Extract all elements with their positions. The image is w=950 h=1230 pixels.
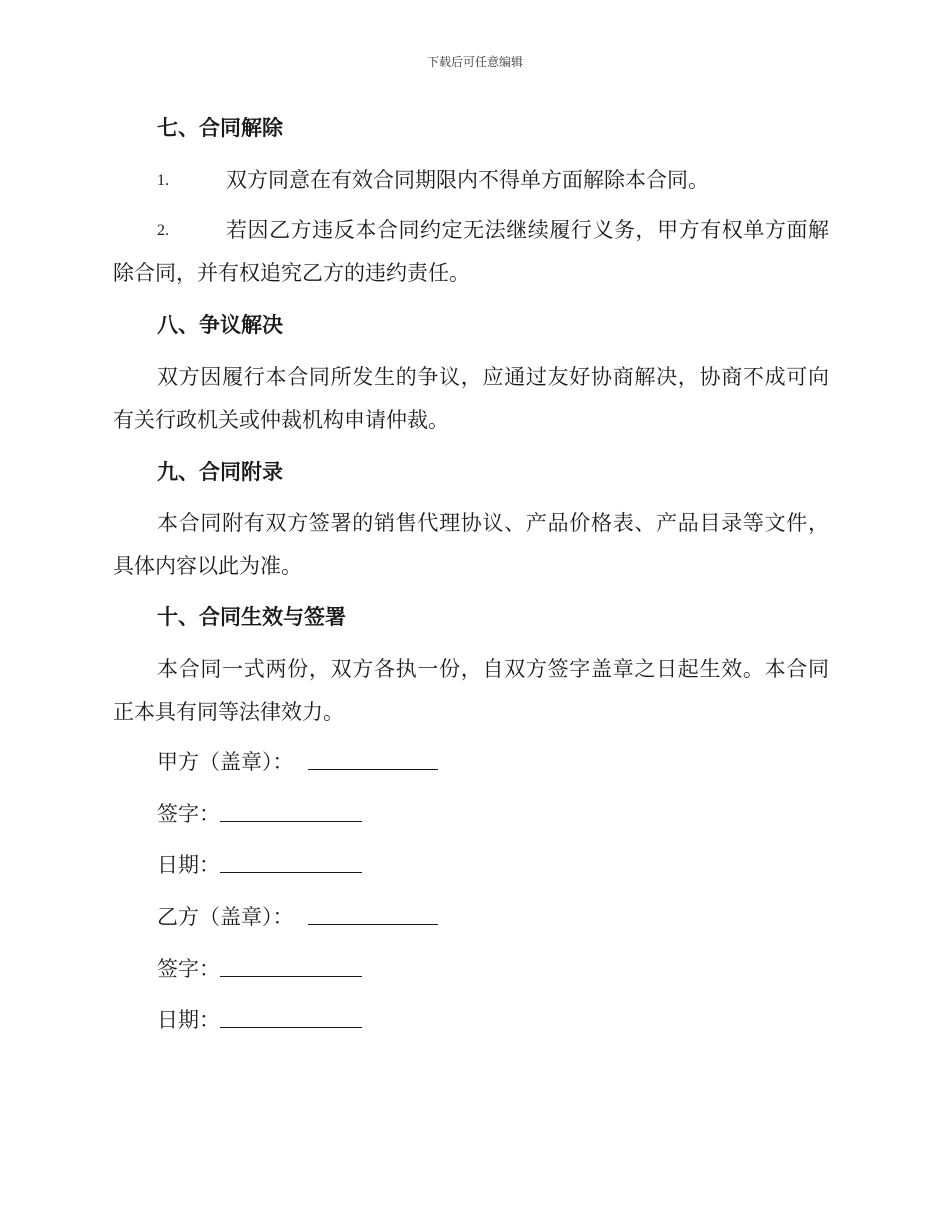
party-b-signature-label: 签字：: [157, 957, 220, 981]
party-b-seal-blank[interactable]: [308, 924, 438, 925]
party-b-date-blank[interactable]: [220, 1027, 362, 1028]
party-b-seal-label: 乙方（盖章）：: [157, 905, 294, 929]
section-9-title: 九、合同附录: [157, 459, 283, 484]
section-7-item-2-number: 2.: [157, 222, 169, 239]
section-8-title: 八、争议解决: [157, 312, 283, 337]
party-a-seal-label: 甲方（盖章）：: [157, 750, 294, 774]
section-7-title: 七、合同解除: [157, 115, 283, 140]
section-10-title: 十、合同生效与签署: [157, 604, 346, 629]
party-a-seal-blank[interactable]: [308, 769, 438, 770]
party-a-date-label: 日期：: [157, 853, 220, 877]
party-b-signature-blank[interactable]: [220, 976, 362, 977]
section-7-item-1-number: 1.: [157, 172, 169, 189]
section-10-line-1: 本合同一式两份，双方各执一份，自双方签字盖章之日起生效。本合同: [157, 657, 829, 681]
section-10-line-2: 正本具有同等法律效力。: [113, 700, 344, 724]
party-b-date-label: 日期：: [157, 1008, 220, 1032]
party-a-signature-label: 签字：: [157, 802, 220, 826]
section-8-line-1: 双方因履行本合同所发生的争议，应通过友好协商解决，协商不成可向: [157, 365, 829, 389]
section-9-line-1: 本合同附有双方签署的销售代理协议、产品价格表、产品目录等文件，: [157, 511, 829, 535]
section-9-line-2: 具体内容以此为准。: [113, 554, 302, 578]
section-8-line-2: 有关行政机关或仲裁机构申请仲裁。: [113, 408, 449, 432]
page-header: 下载后可任意编辑: [426, 55, 523, 69]
party-a-signature-blank[interactable]: [220, 821, 362, 822]
section-7-item-2-line-1: 若因乙方违反本合同约定无法继续履行义务，甲方有权单方面解: [226, 218, 829, 242]
party-a-date-blank[interactable]: [220, 872, 362, 873]
section-7-item-1-text: 双方同意在有效合同期限内不得单方面解除本合同。: [226, 168, 709, 192]
section-7-item-2-line-2: 除合同，并有权追究乙方的违约责任。: [113, 261, 470, 285]
